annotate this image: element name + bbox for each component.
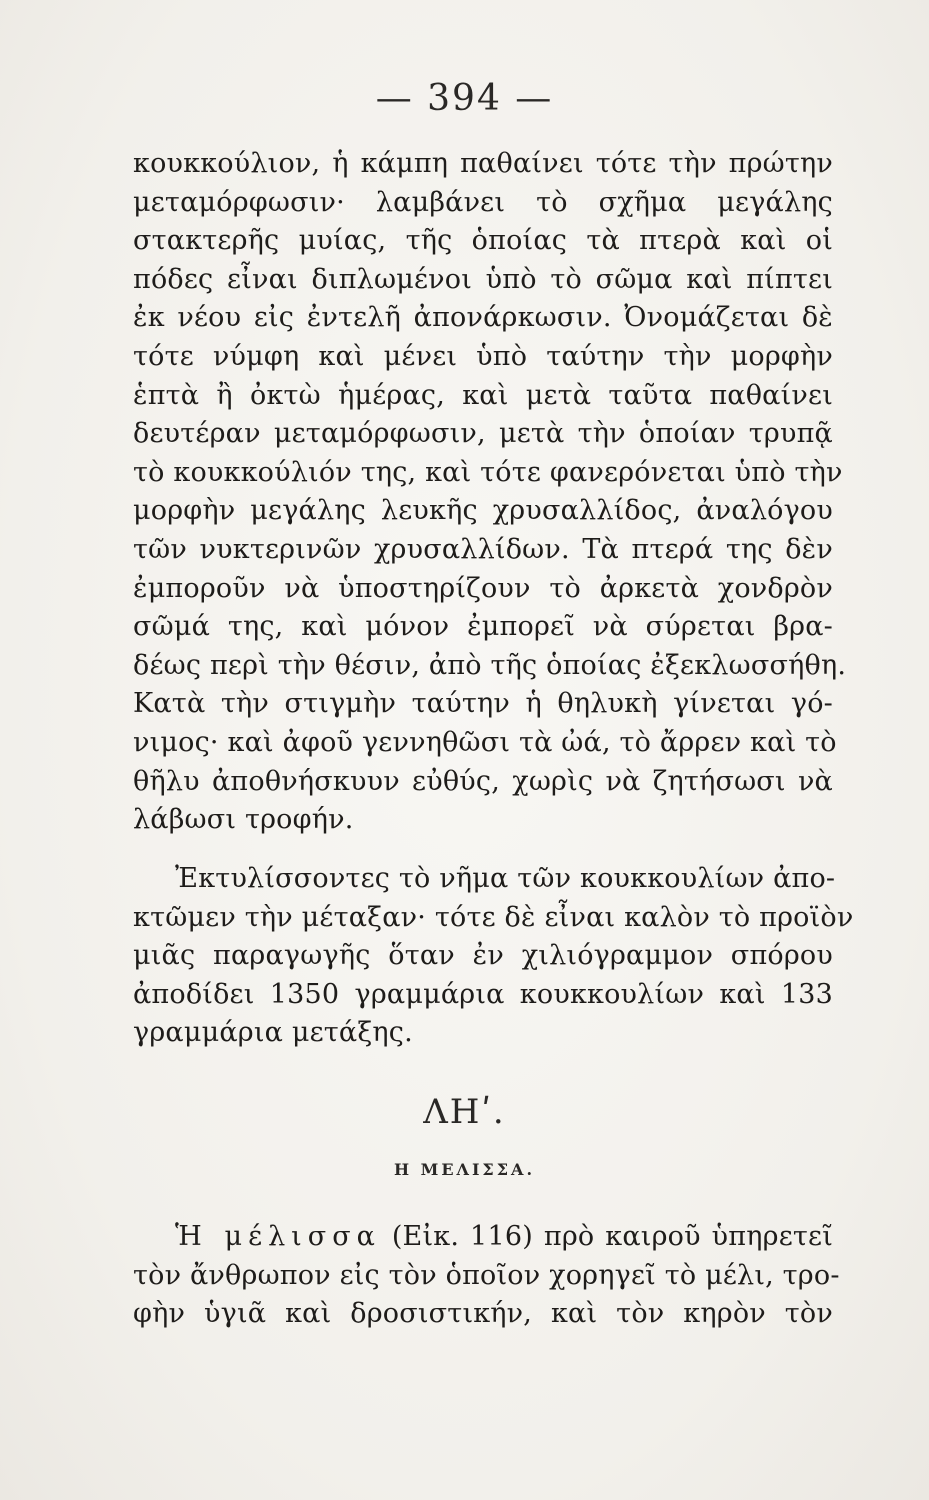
text-line: τότε νύμφη καὶ μένει ὑπὸ ταύτην τὴν μορφὴν — [133, 340, 833, 372]
paragraph-bee-intro — [133, 1218, 840, 1334]
text-line: δευτέραν μεταμόρφωσιν, μετὰ τὴν ὁποίαν τρυπᾷ — [133, 418, 833, 450]
text-line: μεταμόρφωσιν· λαμβάνει τὸ σχῆμα μεγάλης — [133, 186, 833, 218]
text-line: Κατὰ τὴν στιγμὴν ταύτην ἡ θηλυκὴ γίνεται γό- — [133, 688, 833, 720]
text-fragment: (Εἰκ. 116) πρὸ καιροῦ ὑπηρετεῖ — [391, 1221, 833, 1252]
text-line: μορφὴν μεγάλης λευκῆς χρυσαλλίδος, ἀναλόγου — [133, 495, 833, 527]
text-line: ἑπτὰ ἢ ὀκτὼ ἡμέρας, καὶ μετὰ ταῦτα παθαίνει — [133, 379, 833, 411]
paragraph-silkworm-metamorphosis — [133, 145, 847, 840]
section-title: Η ΜΕΛΙΣΣΑ. — [393, 1160, 536, 1179]
text-line: πόδες εἶναι διπλωμένοι ὑπὸ τὸ σῶμα καὶ πίπτει — [133, 263, 833, 295]
text-line: τῶν νυκτερινῶν χρυσαλλίδων. Τὰ πτερά της δὲν — [133, 533, 833, 565]
section-number: ΛΗʹ. — [423, 1092, 506, 1132]
text-line: ἐμποροῦν νὰ ὑποστηρίζουν τὸ ἀρκετὰ χονδρὸν — [133, 572, 833, 604]
paragraph-silk-yield — [133, 860, 854, 1053]
text-line: νιμος· καὶ ἀφοῦ γεννηθῶσι τὰ ὠά, τὸ ἄρρεν καὶ τὸ — [133, 726, 837, 758]
text-line: Ἐκτυλίσσοντες τὸ νῆμα τῶν κουκκουλίων ἀπο- — [175, 863, 836, 894]
text-line: κουκκούλιον, ἡ κάμπη παθαίνει τότε τὴν πρώτην — [133, 148, 833, 179]
text-line: δέως περὶ τὴν θέσιν, ἀπὸ τῆς ὁποίας ἐξεκλωσσήθη. — [133, 649, 847, 681]
text-line: φὴν ὑγιᾶ καὶ δροσιστικήν, καὶ τὸν κηρὸν τὸν — [133, 1298, 833, 1330]
text-line: κτῶμεν τὴν μέταξαν· τότε δὲ εἶναι καλὸν τὸ προϊὸν — [133, 901, 854, 933]
text-line: στακτερῆς μυίας, τῆς ὁποίας τὰ πτερὰ καὶ οἱ — [133, 225, 833, 257]
text-line — [133, 1218, 833, 1257]
text-line: ἀποδίδει 1350 γραμμάρια κουκκουλίων καὶ 133 — [133, 978, 833, 1010]
text-line: τὸ κουκκούλιόν της, καὶ τότε φανερόνεται ὑπὸ τὴν — [133, 456, 843, 488]
text-line: λάβωσι τροφήν. — [133, 804, 354, 836]
emphasized-term: Ἡ μέλισσα — [175, 1221, 381, 1252]
text-line: σῶμά της, καὶ μόνον ἐμπορεῖ νὰ σύρεται βρα- — [133, 611, 833, 643]
text-line: τὸν ἄνθρωπον εἰς τὸν ὁποῖον χορηγεῖ τὸ μέλι, τρο- — [133, 1259, 840, 1291]
text-line: θῆλυ ἀποθνήσκυυν εὐθύς, χωρὶς νὰ ζητήσωσι νὰ — [133, 765, 833, 797]
text-line: γραμμάρια μετάξης. — [133, 1017, 413, 1049]
text-line: ἐκ νέου εἰς ἐντελῆ ἀπονάρκωσιν. Ὀνομάζεται δὲ — [133, 302, 833, 334]
text-line: μιᾶς παραγωγῆς ὅταν ἐν χιλιόγραμμον σπόρου — [133, 940, 833, 972]
page-number: — 394 — — [375, 78, 554, 119]
